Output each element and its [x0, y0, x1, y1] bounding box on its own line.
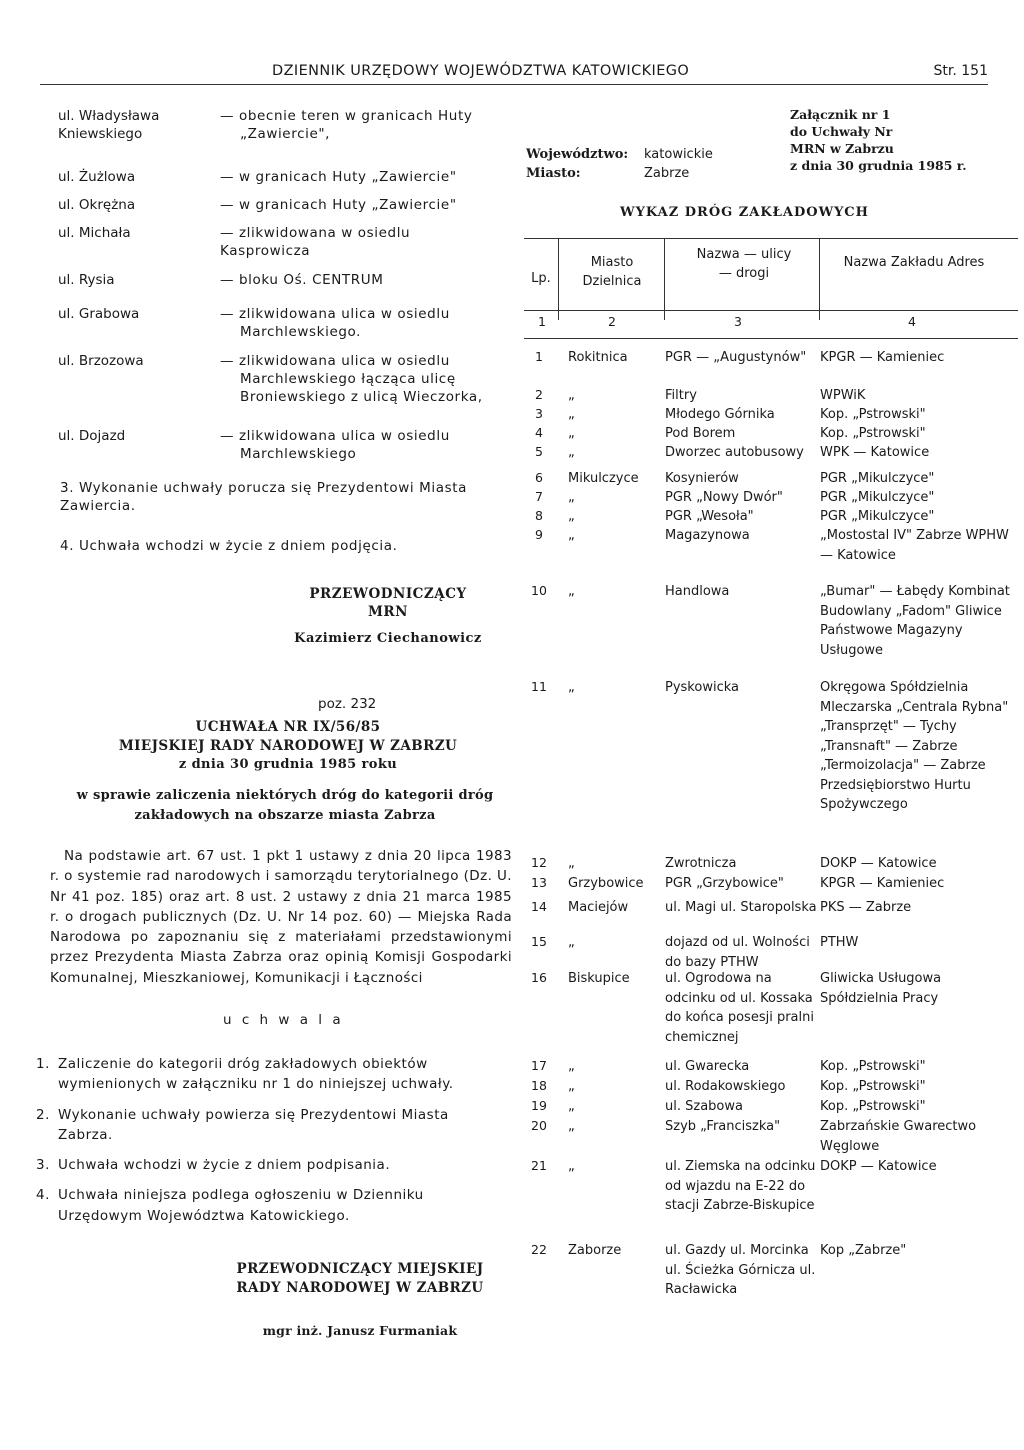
row-lp: 16 — [531, 970, 547, 985]
table-divider — [664, 238, 665, 320]
row-miasto: Grzybowice — [568, 876, 644, 891]
row-lp: 22 — [531, 1242, 547, 1257]
row-miasto: „ — [568, 1159, 575, 1174]
row-lp: 18 — [531, 1078, 547, 1093]
street-description: — zlikwidowana ulica w osiedlu Marchlewskiego łącząca ulicę Broniewskiego z ulicą Wieczorka, — [220, 353, 483, 405]
resolution-title: UCHWAŁA NR IX/56/85 MIEJSKIEJ RADY NARODOWEJ W ZABRZU z dnia 30 grudnia 1985 roku — [118, 719, 458, 772]
row-zaklad: DOKP — Katowice — [820, 1159, 937, 1174]
street-name: ul. Michała — [58, 225, 131, 241]
table-rule — [524, 338, 1018, 339]
row-zaklad: DOKP — Katowice — [820, 856, 937, 871]
voivodeship-value: katowickie — [644, 147, 713, 162]
position-number: poz. 232 — [318, 696, 377, 712]
street-name: ul. Władysława Kniewskiego — [58, 108, 160, 142]
street-name: ul. Żużlowa — [58, 169, 136, 185]
chairman-name: mgr inż. Janusz Furmaniak — [262, 1322, 458, 1338]
row-lp: 2 — [535, 387, 543, 402]
row-miasto: Biskupice — [568, 971, 630, 986]
street-description: — w granicach Huty „Zawiercie" — [220, 197, 457, 213]
street-name: ul. Dojazd — [58, 428, 126, 444]
chairman-signature — [230, 1260, 490, 1339]
row-lp: 11 — [531, 679, 547, 694]
voivodeship-label: Województwo: — [526, 147, 629, 162]
row-zaklad: Gliwicka Usługowa Spółdzielnia Pracy — [820, 971, 942, 1006]
roads-table — [524, 232, 1018, 1372]
street-entry — [58, 108, 508, 160]
row-lp: 19 — [531, 1098, 547, 1113]
row-miasto: „ — [568, 1099, 575, 1114]
row-miasto: „ — [568, 388, 575, 403]
row-ulica: Kosynierów — [665, 471, 739, 486]
header-rule — [40, 84, 988, 85]
table-divider — [558, 238, 559, 320]
col-number: 2 — [608, 314, 616, 329]
row-ulica: ul. Gwarecka — [665, 1059, 750, 1074]
row-miasto: „ — [568, 1119, 575, 1134]
row-ulica: Młodego Górnika — [665, 407, 775, 422]
row-ulica: Dworzec autobusowy — [665, 445, 804, 460]
table-divider — [819, 238, 820, 320]
street-entry — [58, 197, 508, 216]
item-3: 3. Wykonanie uchwały porucza się Prezydentowi Miasta Zawiercia. — [60, 480, 468, 514]
row-miasto: „ — [568, 407, 575, 422]
row-zaklad: KPGR — Kamieniec — [820, 876, 945, 891]
street-entry — [58, 169, 508, 188]
row-ulica: Zwrotnicza — [665, 856, 737, 871]
annex-header: Załącznik nr 1 do Uchwały Nr MRN w Zabrzu z dnia 30 grudnia 1985 r. — [790, 107, 967, 173]
row-lp: 3 — [535, 406, 543, 421]
street-name: ul. Okrężna — [58, 197, 136, 213]
street-entry — [58, 428, 508, 466]
row-zaklad: Kop. „Pstrowski" — [820, 1059, 926, 1074]
row-lp: 20 — [531, 1118, 547, 1133]
journal-title: DZIENNIK URZĘDOWY WOJEWÓDZTWA KATOWICKIEGO — [272, 63, 690, 79]
resolution-subject: w sprawie zaliczenia niektórych dróg do kategorii dróg zakładowych na obszarze miasta Zabrza — [76, 788, 494, 824]
row-lp: 9 — [535, 527, 543, 542]
row-ulica: ul. Gazdy ul. Morcinka ul. Ścieżka Górnicza ul. Racławicka — [665, 1243, 816, 1297]
signature-block — [288, 586, 488, 647]
row-miasto: „ — [568, 528, 575, 543]
street-description: — obecnie teren w granicach Huty „Zawiercie", — [220, 108, 473, 142]
row-miasto: „ — [568, 1079, 575, 1094]
signature-role: PRZEWODNICZĄCY MRN — [309, 586, 467, 620]
row-ulica: PGR „Nowy Dwór" — [665, 490, 783, 505]
row-lp: 17 — [531, 1058, 547, 1073]
resolution-point: 3. Uchwała wchodzi w życie z dniem podpisania. — [36, 1157, 391, 1173]
row-miasto: „ — [568, 426, 575, 441]
row-miasto: „ — [568, 856, 575, 871]
row-lp: 15 — [531, 934, 547, 949]
resolution-preamble: Na podstawie art. 67 ust. 1 pkt 1 ustawy z dnia 20 lipca 1983 r. o systemie rad narodowych i samorządu terytorialnego (Dz. U. Nr 41 poz. 185) oraz art. 8 ust. 2 ustawy z dnia 21 marca 1985 r. o drogach publicznych (Dz. U. Nr 14 poz. 60) — Miejska Rada Narodowa po zapoznaniu się z materiałami przedstawionymi przez Prezydenta Miasta Zabrza oraz opinią Komisji Gospodarki Komunalnej, Mieszkaniowej, Komunikacji i Łączności — [50, 848, 512, 986]
row-ulica: dojazd od ul. Wolności do bazy PTHW — [665, 935, 810, 970]
row-miasto: „ — [568, 935, 575, 950]
row-zaklad: „Bumar" — Łabędy Kombinat Budowlany „Fadom" Gliwice Państwowe Magazyny Usługowe — [820, 584, 1010, 658]
row-miasto: „ — [568, 490, 575, 505]
row-lp: 5 — [535, 444, 543, 459]
resolution-point: 1. Zaliczenie do kategorii dróg zakładowych obiektów wymienionych w załączniku nr 1 do niniejszej uchwały. — [36, 1056, 454, 1093]
row-ulica: PGR „Wesoła" — [665, 509, 754, 524]
street-description: — bloku Oś. CENTRUM — [220, 272, 384, 288]
street-name: ul. Rysia — [58, 272, 115, 288]
row-ulica: Pod Borem — [665, 426, 736, 441]
table-rule — [524, 310, 1018, 311]
col-header-lp: Lp. — [531, 271, 551, 286]
row-zaklad: Zabrzańskie Gwarectwo Węglowe — [820, 1119, 977, 1154]
col-header-miasto: Miasto Dzielnica — [582, 255, 642, 289]
row-zaklad: WPK — Katowice — [820, 445, 930, 460]
resolution-point: 4. Uchwała niniejsza podlega ogłoszeniu w Dzienniku Urzędowym Województwa Katowickiego. — [36, 1187, 424, 1224]
row-zaklad: PKS — Zabrze — [820, 900, 912, 915]
row-miasto: Zaborze — [568, 1243, 622, 1258]
row-lp: 10 — [531, 583, 547, 598]
page-header — [40, 62, 988, 84]
row-zaklad: WPWiK — [820, 388, 866, 403]
uchwala-label: u c h w a l a — [223, 1012, 344, 1028]
row-lp: 7 — [535, 489, 543, 504]
street-entry — [58, 272, 508, 297]
row-lp: 8 — [535, 508, 543, 523]
row-zaklad: PGR „Mikulczyce" — [820, 509, 935, 524]
street-name: ul. Grabowa — [58, 306, 140, 322]
street-entry — [58, 225, 508, 263]
row-zaklad: PGR „Mikulczyce" — [820, 490, 935, 505]
col-header-nazwa: Nazwa — ulicy — drogi — [696, 247, 792, 281]
street-description: — zlikwidowana ulica w osiedlu Marchlewskiego — [220, 428, 450, 462]
street-description: — zlikwidowana w osiedlu Kasprowicza — [220, 225, 411, 259]
col-number: 4 — [908, 314, 916, 329]
street-description: — w granicach Huty „Zawiercie" — [220, 169, 457, 185]
row-lp: 6 — [535, 470, 543, 485]
city-value: Zabrze — [644, 166, 690, 182]
row-ulica: ul. Rodakowskiego — [665, 1079, 786, 1094]
item-4: 4. Uchwała wchodzi w życie z dniem podjęcia. — [60, 538, 398, 554]
row-zaklad: Okręgowa Spółdzielnia Mleczarska „Centrala Rybna" „Transprzęt" — Tychy „Transnaft" — Zabrze „Termoizolacja" — Zabrze Przedsiębiorstwo Hurtu Spożywczego — [820, 680, 1009, 812]
row-miasto: „ — [568, 509, 575, 524]
row-miasto: „ — [568, 1059, 575, 1074]
row-miasto: Maciejów — [568, 900, 629, 915]
row-miasto: „ — [568, 445, 575, 460]
row-lp: 4 — [535, 425, 543, 440]
row-lp: 12 — [531, 855, 547, 870]
row-ulica: PGR — „Augustynów" — [665, 350, 807, 365]
row-ulica: Magazynowa — [665, 528, 750, 543]
row-miasto: „ — [568, 584, 575, 599]
resolution-point: 2. Wykonanie uchwały powierza się Prezydentowi Miasta Zabrza. — [36, 1106, 449, 1143]
row-miasto: „ — [568, 680, 575, 695]
row-lp: 14 — [531, 899, 547, 914]
row-lp: 1 — [535, 349, 543, 364]
col-number: 1 — [538, 314, 546, 329]
row-zaklad: KPGR — Kamieniec — [820, 350, 945, 365]
chairman-role: PRZEWODNICZĄCY MIEJSKIEJ RADY NARODOWEJ W ZABRZU — [236, 1261, 484, 1296]
row-ulica: Filtry — [665, 388, 697, 403]
row-zaklad: Kop. „Pstrowski" — [820, 1099, 926, 1114]
row-ulica: ul. Ogrodowa na odcinku od ul. Kossaka do końca posesji pralni chemicznej — [665, 971, 814, 1045]
street-description: — zlikwidowana ulica w osiedlu Marchlewskiego. — [220, 306, 450, 340]
street-name: ul. Brzozowa — [58, 353, 144, 369]
row-zaklad: Kop. „Pstrowski" — [820, 1079, 926, 1094]
row-ulica: ul. Ziemska na odcinku od wjazdu na E-22 do stacji Zabrze-Biskupice — [665, 1159, 816, 1213]
row-zaklad: Kop. „Pstrowski" — [820, 407, 926, 422]
row-zaklad: PGR „Mikulczyce" — [820, 471, 935, 486]
street-entry — [58, 306, 508, 344]
resolution-points — [36, 1054, 506, 1236]
page-number: Str. 151 — [933, 63, 988, 79]
row-miasto: Mikulczyce — [568, 471, 639, 486]
table-rule — [524, 238, 1018, 239]
row-ulica: ul. Szabowa — [665, 1099, 743, 1114]
row-ulica: Pyskowicka — [665, 680, 739, 695]
signature-name: Kazimierz Ciechanowicz — [294, 630, 482, 646]
row-zaklad: PTHW — [820, 935, 859, 950]
row-zaklad: Kop. „Pstrowski" — [820, 426, 926, 441]
city-label: Miasto: — [526, 166, 581, 182]
col-header-zaklad: Nazwa Zakładu Adres — [843, 255, 985, 270]
row-zaklad: Kop „Zabrze" — [820, 1243, 907, 1258]
row-miasto: Rokitnica — [568, 350, 628, 365]
col-number: 3 — [734, 314, 742, 329]
row-ulica: ul. Magi ul. Staropolska — [665, 900, 817, 915]
annex-meta — [526, 146, 713, 184]
row-ulica: Szyb „Franciszka" — [665, 1119, 781, 1134]
row-lp: 13 — [531, 875, 547, 890]
list-title: WYKAZ DRÓG ZAKŁADOWYCH — [620, 205, 869, 220]
street-entry — [58, 353, 508, 419]
left-column — [36, 108, 512, 1338]
row-ulica: PGR „Grzybowice" — [665, 876, 784, 891]
row-ulica: Handlowa — [665, 584, 730, 599]
row-lp: 21 — [531, 1158, 547, 1173]
row-zaklad: „Mostostal IV" Zabrze WPHW — Katowice — [820, 528, 1009, 563]
